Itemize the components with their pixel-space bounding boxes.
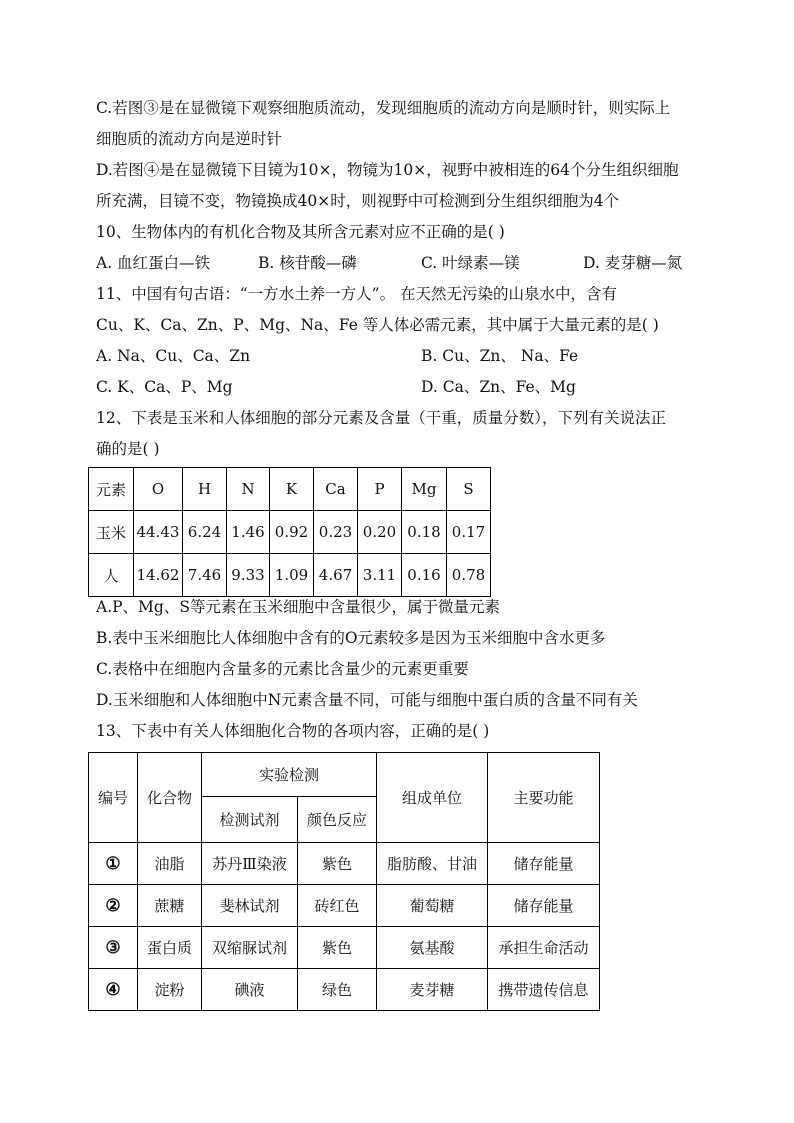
table-cell: 紫色 [298,927,377,969]
q11-option-a: A. Na、Cu、Ca、Zn [96,347,251,365]
table-cell: 6.24 [183,511,227,554]
q12-option-d: D.玉米细胞和人体细胞中N元素含量不同，可能与细胞中蛋白质的含量不同有关 [96,691,638,709]
q9-option-c-line2: 细胞质的流动方向是逆时针 [96,130,283,148]
table-cell: 0.92 [270,511,314,554]
q11-option-b: B. Cu、Zn、 Na、Fe [421,347,579,365]
q11-option-c: C. K、Ca、P、Mg [96,378,233,396]
table-cell: 44.43 [134,511,183,554]
q13-stem: 13、下表中有关人体细胞化合物的各项内容，正确的是( ) [96,722,490,740]
q11-stem-line1: 11、中国有句古语：“一方水土养一方人”。 在天然无污染的山泉水中，含有 [96,285,618,303]
header-unit: 组成单位 [377,753,488,843]
header-experiment: 实验检测 [202,753,377,797]
q12-option-a: A.P、Mg、S等元素在玉米细胞中含量很少，属于微量元素 [96,598,500,616]
table-cell: 脂肪酸、甘油 [377,843,488,885]
q12-option-b: B.表中玉米细胞比人体细胞中含有的O元素较多是因为玉米细胞中含水更多 [96,629,606,647]
table-cell: 0.78 [447,554,491,597]
q11-option-d: D. Ca、Zn、Fe、Mg [421,378,576,396]
table-header-cell: 元素 [89,468,134,511]
table-row [89,969,600,1011]
q10-option-c: C. 叶绿素—镁 [421,254,520,272]
table-cell: 0.17 [447,511,491,554]
q10-option-b: B. 核苷酸—磷 [258,254,357,272]
table-cell: ③ [89,927,138,969]
table-cell: 绿色 [298,969,377,1011]
table-cell: 1.46 [227,511,270,554]
table-header-cell: O [134,468,183,511]
table-row [89,511,491,554]
q9-option-c-line1: C.若图③是在显微镜下观察细胞质流动，发现细胞质的流动方向是顺时针，则实际上 [96,99,671,117]
table-cell: 麦芽糖 [377,969,488,1011]
q11-stem-line2: Cu、K、Ca、Zn、P、Mg、Na、Fe 等人体必需元素，其中属于大量元素的是( ) [96,316,659,334]
q10-option-a: A. 血红蛋白—铁 [96,254,211,272]
table-cell: 斐林试剂 [202,885,298,927]
table-cell: 14.62 [134,554,183,597]
table-cell: 0.23 [314,511,358,554]
table-cell: 0.20 [358,511,402,554]
table-cell: 0.18 [402,511,447,554]
table-cell: ① [89,843,138,885]
table-header-cell: Ca [314,468,358,511]
table-header-cell: N [227,468,270,511]
table-cell: 氨基酸 [377,927,488,969]
element-content-table [88,467,491,597]
table-cell: 紫色 [298,843,377,885]
table-cell: 淀粉 [138,969,202,1011]
table-cell: 携带遗传信息 [488,969,600,1011]
table-cell: 蛋白质 [138,927,202,969]
table-cell: 玉米 [89,511,134,554]
table-cell: 1.09 [270,554,314,597]
q10-option-d: D. 麦芽糖—氮 [583,254,683,272]
table-cell: 葡萄糖 [377,885,488,927]
header-compound: 化合物 [138,753,202,843]
compound-table [88,752,600,1011]
q12-option-c: C.表格中在细胞内含量多的元素比含量少的元素更重要 [96,660,469,678]
header-function: 主要功能 [488,753,600,843]
table-header-cell: S [447,468,491,511]
table-header-row [89,753,600,797]
table-row [89,843,600,885]
table-cell: 0.16 [402,554,447,597]
table-row [89,554,491,597]
table-cell: 双缩脲试剂 [202,927,298,969]
q12-stem-line2: 确的是( ) [96,440,160,458]
table-header-cell: H [183,468,227,511]
table-cell: ④ [89,969,138,1011]
table-cell: 3.11 [358,554,402,597]
table-header-cell: Mg [402,468,447,511]
table-row [89,885,600,927]
table-cell: 人 [89,554,134,597]
table-row [89,927,600,969]
table-cell: 砖红色 [298,885,377,927]
table-header-cell: K [270,468,314,511]
table-cell: 7.46 [183,554,227,597]
table-cell: 苏丹Ⅲ染液 [202,843,298,885]
table-cell: 储存能量 [488,885,600,927]
table-cell: 储存能量 [488,843,600,885]
q12-stem-line1: 12、下表是玉米和人体细胞的部分元素及含量（干重，质量分数），下列有关说法正 [96,409,666,427]
q10-stem: 10、生物体内的有机化合物及其所含元素对应不正确的是( ) [96,223,505,241]
header-reagent: 检测试剂 [202,797,298,843]
table-header-cell: P [358,468,402,511]
table-cell: 4.67 [314,554,358,597]
table-cell: 蔗糖 [138,885,202,927]
q9-option-d-line2: 所充满，目镜不变，物镜换成40×时，则视野中可检测到分生组织细胞为4个 [96,192,620,210]
header-color: 颜色反应 [298,797,377,843]
q9-option-d-line1: D.若图④是在显微镜下目镜为10×，物镜为10×，视野中被相连的64个分生组织细胞 [96,161,679,179]
table-cell: ② [89,885,138,927]
table-cell: 承担生命活动 [488,927,600,969]
table-header-row [89,468,491,511]
table-cell: 9.33 [227,554,270,597]
header-number: 编号 [89,753,138,843]
table-cell: 油脂 [138,843,202,885]
table-cell: 碘液 [202,969,298,1011]
